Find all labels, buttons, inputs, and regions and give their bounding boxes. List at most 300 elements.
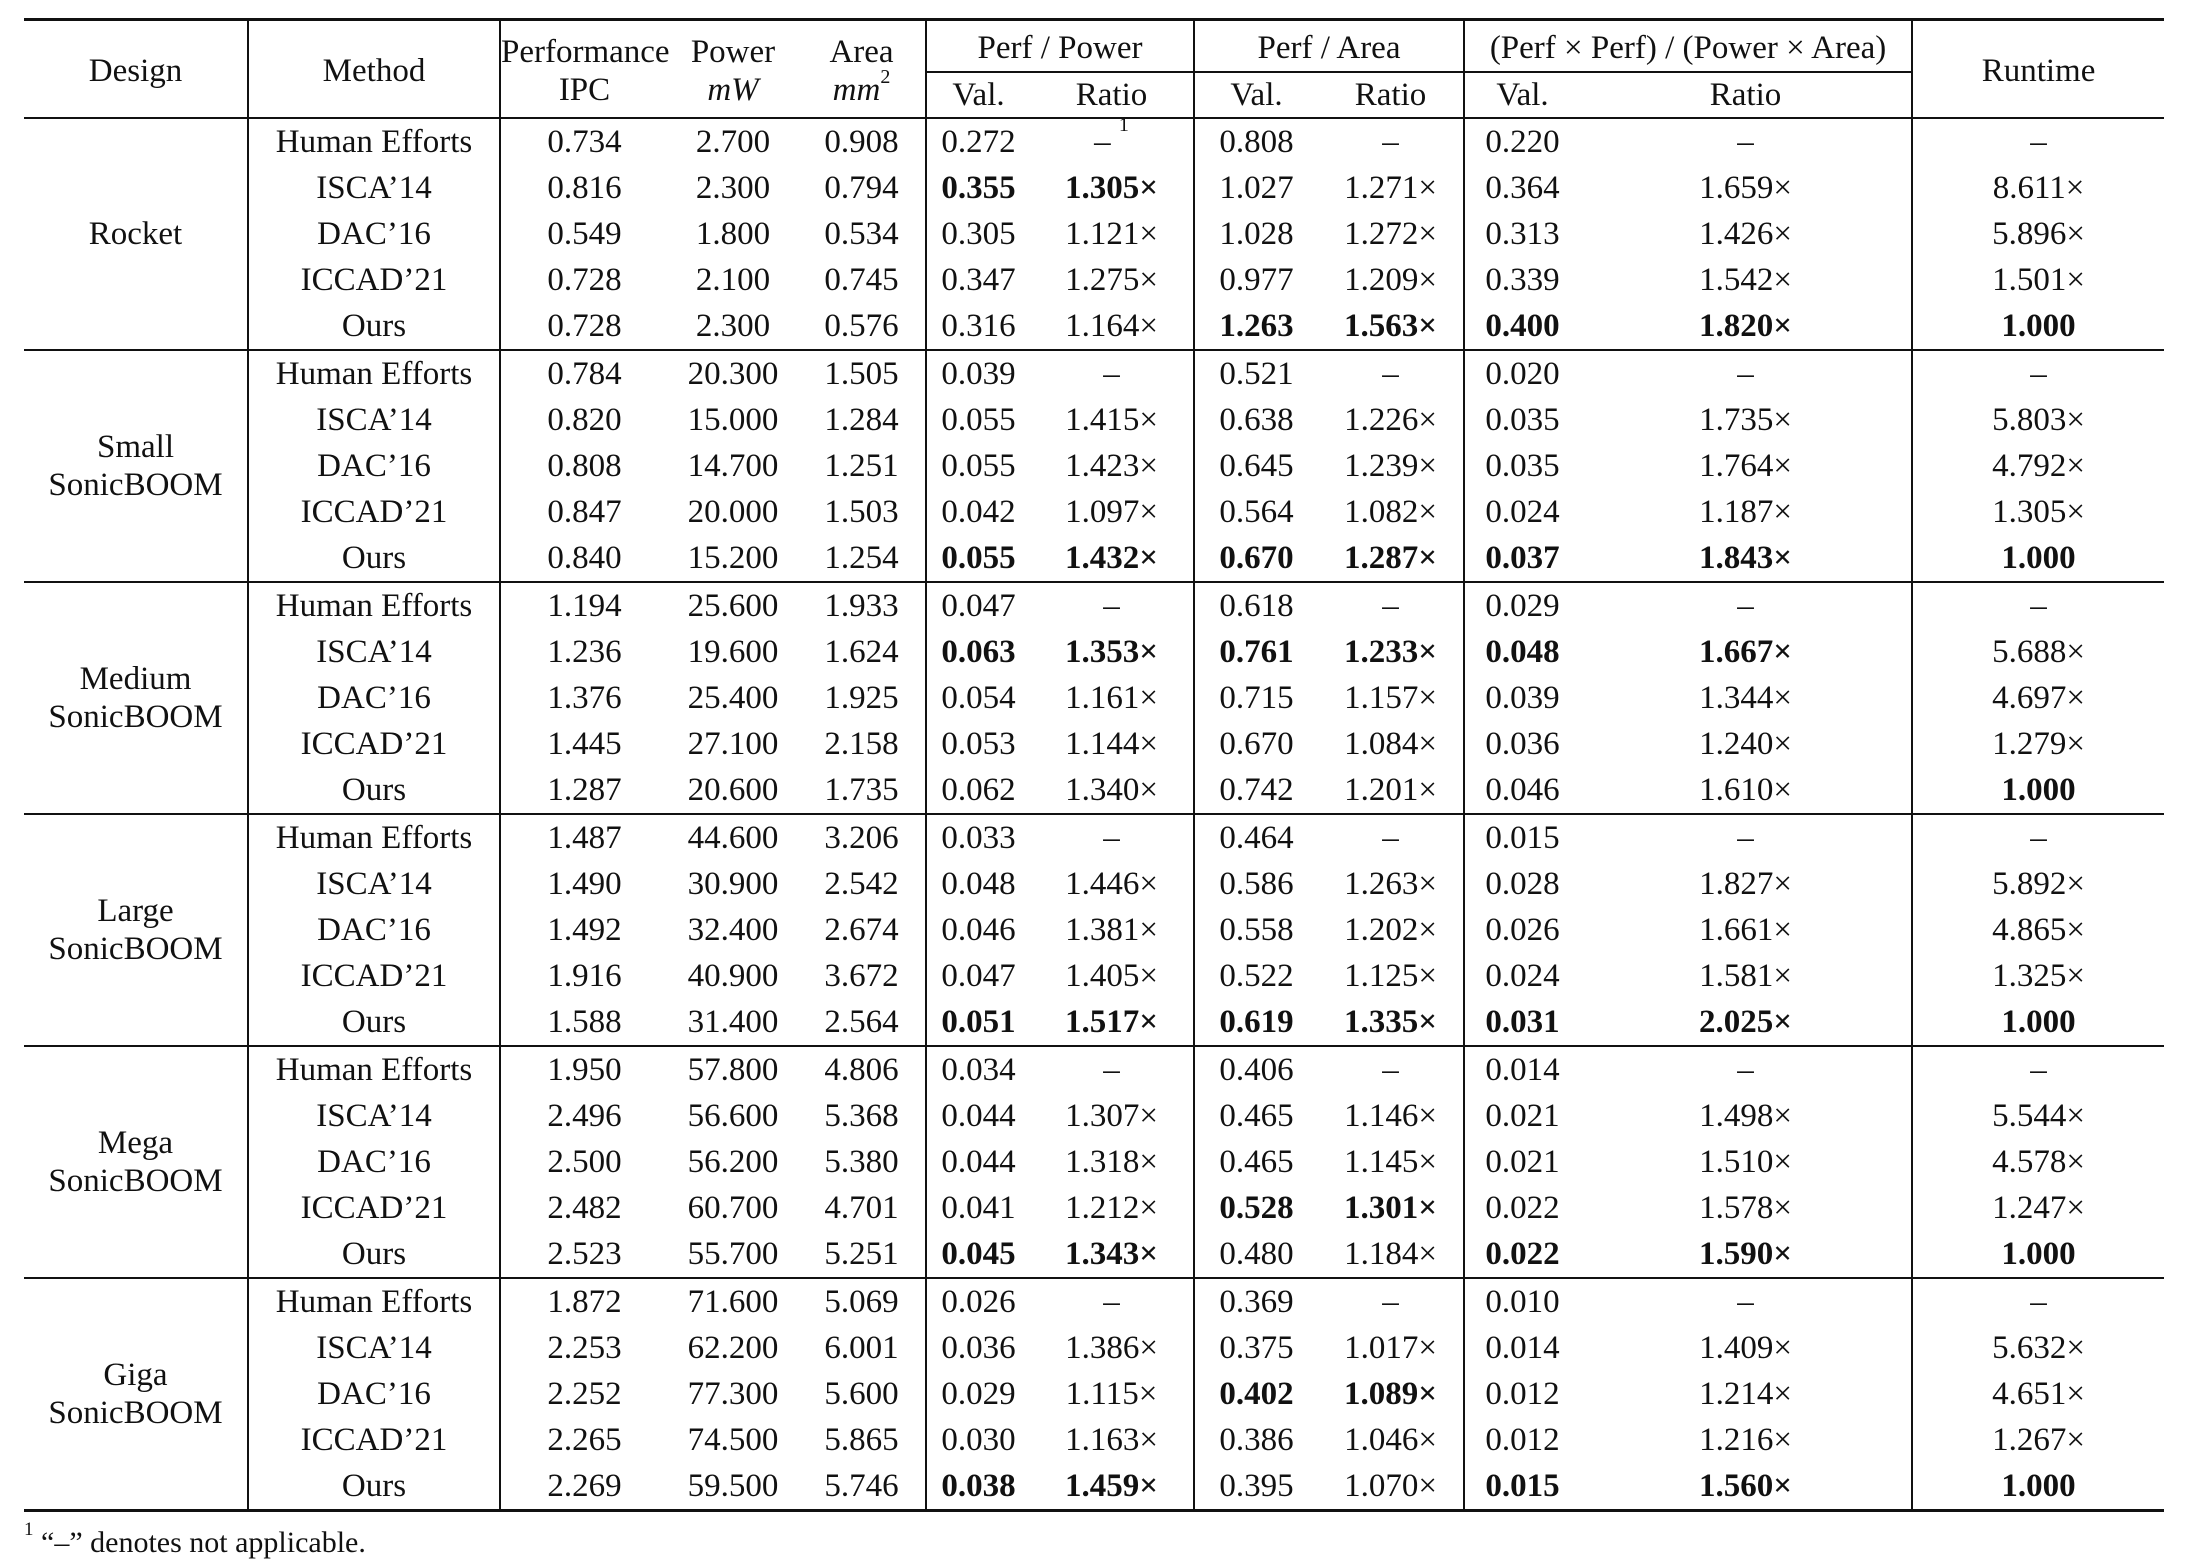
header-area: [798, 20, 926, 119]
perf-area-val-cell: [1194, 1185, 1318, 1231]
perf-area-val-cell: [1194, 1139, 1318, 1185]
ppa-val-cell-value: 0.024: [1485, 494, 1560, 530]
perf-area-val-cell-value: 0.619: [1219, 1004, 1294, 1040]
perf-area-val-cell-value: 0.761: [1219, 634, 1294, 670]
perf-area-ratio-cell-value: 1.157×: [1344, 680, 1437, 716]
ppa-val-cell-value: 0.339: [1485, 262, 1560, 298]
method-cell-value: ICCAD’21: [300, 1422, 448, 1458]
table-header: [24, 20, 2164, 119]
area-cell-value: 5.865: [824, 1422, 899, 1458]
ipc-cell: [500, 1417, 668, 1463]
power-cell: [668, 350, 798, 397]
perf-power-ratio-cell-value: 1.343×: [1064, 1236, 1159, 1272]
method-cell-value: Ours: [341, 1236, 407, 1272]
header-runtime: Runtime: [1981, 53, 2096, 89]
ppa-val-cell: [1464, 397, 1580, 443]
area-cell: [798, 303, 926, 350]
ppa-ratio-cell: [1580, 1046, 1912, 1093]
ppa-ratio-cell-value: –: [1737, 356, 1754, 392]
perf-area-ratio-cell-value: 1.209×: [1344, 262, 1437, 298]
table-row: [24, 814, 2164, 861]
power-cell: [668, 1325, 798, 1371]
runtime-cell-value: –: [2030, 124, 2047, 160]
method-cell-value: ICCAD’21: [300, 494, 448, 530]
perf-power-ratio-cell-value: 1.381×: [1065, 912, 1158, 948]
perf-power-val-cell: [926, 257, 1030, 303]
runtime-cell-value: 8.611×: [1992, 170, 2085, 206]
perf-power-val-cell: [926, 1093, 1030, 1139]
power-cell-value: 60.700: [687, 1190, 779, 1226]
ppa-ratio-cell: [1580, 397, 1912, 443]
header-design: Design: [24, 20, 248, 119]
method-cell: [248, 1371, 500, 1417]
perf-power-val-cell-value: 0.046: [941, 912, 1016, 948]
perf-area-ratio-cell: [1318, 165, 1464, 211]
power-cell-value: 1.800: [695, 216, 771, 252]
ipc-cell: [500, 350, 668, 397]
perf-area-ratio-cell: [1318, 953, 1464, 999]
area-cell-value: 2.564: [824, 1004, 899, 1040]
method-cell-value: Ours: [341, 1468, 407, 1504]
perf-area-ratio-cell: [1318, 861, 1464, 907]
power-cell-value: 2.300: [695, 308, 771, 344]
perf-power-ratio-cell-value: –: [1103, 1052, 1120, 1088]
perf-area-ratio-cell-value: –: [1382, 124, 1399, 160]
area-cell-value: 0.576: [824, 308, 899, 344]
perf-power-val-cell: [926, 1139, 1030, 1185]
perf-area-val-cell: [1194, 397, 1318, 443]
perf-power-val-cell: [926, 1046, 1030, 1093]
power-cell-value: 2.700: [695, 124, 771, 160]
ppa-val-cell-value: 0.014: [1485, 1052, 1560, 1088]
header-performance-line2: IPC: [558, 72, 611, 108]
perf-power-val-cell-value: 0.355: [941, 170, 1016, 206]
ipc-cell-value: 2.253: [547, 1330, 622, 1366]
header-performance-line1: Performance: [501, 34, 670, 70]
runtime-cell-value: 4.865×: [1992, 912, 2085, 948]
ppa-ratio-cell-value: –: [1737, 1052, 1754, 1088]
perf-power-val-cell-value: 0.054: [941, 680, 1016, 716]
perf-area-ratio-cell-value: 1.046×: [1344, 1422, 1437, 1458]
ipc-cell-value: 2.523: [547, 1236, 622, 1272]
runtime-cell-value: 1.501×: [1992, 262, 2085, 298]
method-cell: [248, 861, 500, 907]
runtime-cell: [1912, 721, 2164, 767]
perf-power-ratio-cell: [1030, 489, 1194, 535]
method-cell: [248, 211, 500, 257]
ipc-cell-value: 2.269: [547, 1468, 622, 1504]
perf-area-val-cell: [1194, 953, 1318, 999]
perf-power-ratio-cell: [1030, 1371, 1194, 1417]
area-cell-value: 1.735: [824, 772, 899, 808]
table-row: [24, 303, 2164, 350]
perf-power-ratio-cell: [1030, 767, 1194, 814]
perf-power-val-cell-value: 0.026: [941, 1284, 1016, 1320]
ipc-cell-value: 2.500: [547, 1144, 622, 1180]
ppa-val-cell-value: 0.022: [1485, 1236, 1560, 1272]
area-cell-value: 1.284: [824, 402, 899, 438]
method-cell: [248, 1417, 500, 1463]
perf-power-ratio-cell-value: 1.318×: [1065, 1144, 1158, 1180]
power-cell-value: 71.600: [687, 1284, 779, 1320]
design-name-line: SonicBOOM: [48, 699, 223, 735]
runtime-cell-value: 5.896×: [1992, 216, 2085, 252]
ipc-cell-value: 0.820: [547, 402, 622, 438]
runtime-cell: [1912, 118, 2164, 165]
runtime-cell: [1912, 953, 2164, 999]
area-cell-value: 4.701: [824, 1190, 899, 1226]
method-cell-value: ISCA’14: [316, 1330, 432, 1366]
perf-area-ratio-cell-value: 1.233×: [1343, 634, 1438, 670]
area-cell: [798, 489, 926, 535]
perf-power-ratio-cell: [1030, 114, 1194, 165]
design-name-line: Mega: [97, 1125, 174, 1161]
runtime-cell-value: 5.632×: [1992, 1330, 2085, 1366]
perf-power-ratio-cell-value: 1.163×: [1065, 1422, 1158, 1458]
ppa-val-cell: [1464, 257, 1580, 303]
perf-area-ratio-cell-value: 1.301×: [1343, 1190, 1438, 1226]
ppa-val-cell-value: 0.021: [1485, 1144, 1560, 1180]
perf-power-ratio-cell: [1030, 535, 1194, 582]
method-cell: [248, 257, 500, 303]
perf-power-ratio-cell: [1030, 303, 1194, 350]
ppa-ratio-cell-value: –: [1737, 124, 1754, 160]
perf-power-ratio-cell: [1030, 257, 1194, 303]
perf-power-ratio-cell-value: 1.517×: [1064, 1004, 1159, 1040]
perf-area-val-cell-value: 0.480: [1219, 1236, 1294, 1272]
perf-power-val-cell: [926, 1371, 1030, 1417]
ipc-cell: [500, 1231, 668, 1278]
power-cell-value: 40.900: [687, 958, 779, 994]
runtime-cell: [1912, 861, 2164, 907]
area-cell: [798, 165, 926, 211]
table-row: [24, 629, 2164, 675]
perf-power-ratio-cell: [1030, 1278, 1194, 1325]
ppa-ratio-cell-value: 1.764×: [1699, 448, 1792, 484]
ppa-ratio-cell: [1580, 582, 1912, 629]
perf-area-val-cell-value: 0.638: [1219, 402, 1294, 438]
perf-area-val-cell: [1194, 1325, 1318, 1371]
ipc-cell: [500, 211, 668, 257]
runtime-cell-value: 1.000: [2001, 1468, 2076, 1504]
ppa-ratio-cell: [1580, 350, 1912, 397]
perf-power-ratio-cell: [1030, 814, 1194, 861]
table-row: [24, 1278, 2164, 1325]
method-cell: [248, 907, 500, 953]
runtime-cell: [1912, 1325, 2164, 1371]
perf-area-val-cell-value: 0.386: [1219, 1422, 1294, 1458]
ppa-val-cell: [1464, 303, 1580, 350]
power-cell: [668, 1463, 798, 1511]
perf-power-val-cell-value: 0.029: [941, 1376, 1016, 1412]
ipc-cell: [500, 767, 668, 814]
runtime-cell-value: 1.325×: [1992, 958, 2085, 994]
design-cell: [24, 1046, 248, 1278]
method-cell: [248, 397, 500, 443]
perf-area-val-cell: [1194, 165, 1318, 211]
ipc-cell-value: 1.194: [547, 588, 622, 624]
ipc-cell-value: 1.287: [547, 772, 622, 808]
power-cell: [668, 489, 798, 535]
ppa-ratio-cell: [1580, 535, 1912, 582]
power-cell: [668, 165, 798, 211]
perf-area-val-cell: [1194, 999, 1318, 1046]
area-cell: [798, 397, 926, 443]
table-row: [24, 582, 2164, 629]
table-row: [24, 165, 2164, 211]
ipc-cell-value: 1.236: [547, 634, 622, 670]
ipc-cell: [500, 1325, 668, 1371]
ppa-ratio-cell: [1580, 1371, 1912, 1417]
perf-power-val-cell-value: 0.030: [941, 1422, 1016, 1458]
method-cell: [248, 165, 500, 211]
runtime-cell: [1912, 1231, 2164, 1278]
ipc-cell: [500, 1046, 668, 1093]
ppa-val-cell-value: 0.014: [1485, 1330, 1560, 1366]
power-cell: [668, 1371, 798, 1417]
power-cell: [668, 443, 798, 489]
perf-area-val-cell-value: 1.028: [1219, 216, 1294, 252]
ppa-val-cell-value: 0.026: [1485, 912, 1560, 948]
area-cell-value: 5.069: [824, 1284, 899, 1320]
area-cell-value: 1.503: [824, 494, 899, 530]
runtime-cell: [1912, 1046, 2164, 1093]
runtime-cell: [1912, 999, 2164, 1046]
runtime-cell-value: 1.279×: [1992, 726, 2085, 762]
ipc-cell: [500, 165, 668, 211]
design-name-line: SonicBOOM: [48, 931, 223, 967]
perf-power-ratio-cell: [1030, 953, 1194, 999]
ppa-ratio-cell: [1580, 118, 1912, 165]
ipc-cell: [500, 489, 668, 535]
method-cell: [248, 1278, 500, 1325]
power-cell-value: 74.500: [687, 1422, 779, 1458]
method-cell-value: ICCAD’21: [300, 1190, 448, 1226]
perf-area-ratio-cell: [1318, 1463, 1464, 1511]
perf-power-val-cell-value: 0.347: [941, 262, 1016, 298]
ppa-ratio-cell-value: –: [1737, 1284, 1754, 1320]
ipc-cell-value: 1.492: [547, 912, 622, 948]
power-cell: [668, 721, 798, 767]
ppa-val-cell: [1464, 953, 1580, 999]
method-cell-value: ISCA’14: [316, 170, 432, 206]
runtime-cell-value: 4.578×: [1992, 1144, 2085, 1180]
perf-power-val-cell-value: 0.034: [941, 1052, 1016, 1088]
design-name-line: Large: [97, 893, 174, 929]
ipc-cell-value: 0.549: [547, 216, 622, 252]
perf-area-ratio-cell: [1318, 675, 1464, 721]
ipc-cell-value: 0.840: [547, 540, 622, 576]
ppa-ratio-cell: [1580, 1231, 1912, 1278]
perf-area-val-cell-value: 0.670: [1219, 540, 1294, 576]
ipc-cell: [500, 953, 668, 999]
perf-area-ratio-cell-value: 1.287×: [1343, 540, 1438, 576]
area-cell: [798, 1371, 926, 1417]
perf-area-ratio-cell-value: 1.272×: [1344, 216, 1437, 252]
ppa-ratio-cell: [1580, 1278, 1912, 1325]
ppa-val-cell-value: 0.035: [1485, 402, 1560, 438]
area-cell: [798, 629, 926, 675]
perf-power-ratio-cell: [1030, 165, 1194, 211]
runtime-cell: [1912, 303, 2164, 350]
perf-power-ratio-cell-value: 1.459×: [1064, 1468, 1159, 1504]
power-cell-value: 2.100: [695, 262, 771, 298]
perf-area-ratio-cell: [1318, 629, 1464, 675]
ppa-ratio-cell-value: 1.187×: [1699, 494, 1792, 530]
ppa-ratio-cell-value: 2.025×: [1698, 1004, 1793, 1040]
perf-power-val-cell-value: 0.063: [941, 634, 1016, 670]
method-cell-value: DAC’16: [317, 1144, 431, 1180]
runtime-cell-value: 5.803×: [1992, 402, 2085, 438]
area-cell-value: 1.933: [824, 588, 899, 624]
ipc-cell-value: 2.496: [547, 1098, 622, 1134]
perf-power-val-cell-value: 0.272: [941, 124, 1016, 160]
perf-area-ratio-cell: [1318, 350, 1464, 397]
ppa-val-cell: [1464, 1185, 1580, 1231]
results-table-container: [24, 18, 2164, 1512]
method-cell-value: Ours: [341, 308, 407, 344]
runtime-cell-value: 1.247×: [1992, 1190, 2085, 1226]
design-cell: [24, 582, 248, 814]
runtime-cell: [1912, 582, 2164, 629]
ipc-cell: [500, 721, 668, 767]
method-cell-value: ICCAD’21: [300, 726, 448, 762]
ppa-ratio-cell: [1580, 211, 1912, 257]
area-cell: [798, 1278, 926, 1325]
table-row: [24, 443, 2164, 489]
ppa-ratio-cell-value: –: [1737, 820, 1754, 856]
table-row: [24, 489, 2164, 535]
ppa-val-cell-value: 0.048: [1485, 634, 1560, 670]
perf-area-ratio-cell-value: 1.226×: [1344, 402, 1437, 438]
method-cell: [248, 535, 500, 582]
perf-power-val-cell: [926, 767, 1030, 814]
perf-power-ratio-cell: [1030, 1231, 1194, 1278]
perf-power-ratio-cell-value: 1.386×: [1065, 1330, 1158, 1366]
ppa-val-cell: [1464, 814, 1580, 861]
perf-area-val-cell: [1194, 118, 1318, 165]
area-cell: [798, 814, 926, 861]
ppa-val-cell: [1464, 165, 1580, 211]
ppa-val-cell: [1464, 443, 1580, 489]
area-cell: [798, 257, 926, 303]
area-cell-value: 0.745: [824, 262, 899, 298]
method-cell: [248, 675, 500, 721]
design-cell: [24, 814, 248, 1046]
perf-area-val-cell-value: 0.558: [1219, 912, 1294, 948]
ppa-ratio-cell: [1580, 165, 1912, 211]
perf-area-ratio-cell-value: –: [1382, 820, 1399, 856]
perf-area-val-cell: [1194, 257, 1318, 303]
power-cell: [668, 582, 798, 629]
perf-area-val-cell-value: 1.263: [1219, 308, 1294, 344]
perf-power-val-cell: [926, 1185, 1030, 1231]
perf-power-ratio-cell: [1030, 350, 1194, 397]
area-cell: [798, 1139, 926, 1185]
ppa-ratio-cell-value: 1.590×: [1698, 1236, 1793, 1272]
perf-area-val-cell: [1194, 1463, 1318, 1511]
ipc-cell-value: 1.916: [547, 958, 622, 994]
perf-area-val-cell-value: 0.742: [1219, 772, 1294, 808]
perf-power-ratio-cell-value: –: [1103, 820, 1120, 856]
perf-area-ratio-cell: [1318, 303, 1464, 350]
ipc-cell-value: 0.728: [547, 308, 622, 344]
power-cell-value: 25.400: [687, 680, 779, 716]
design-name-line: Small: [96, 429, 174, 465]
ppa-ratio-cell: [1580, 675, 1912, 721]
method-cell-value: ISCA’14: [316, 402, 432, 438]
perf-area-ratio-cell-value: –: [1382, 1284, 1399, 1320]
area-cell: [798, 861, 926, 907]
ppa-val-cell-value: 0.036: [1485, 726, 1560, 762]
perf-power-val-cell: [926, 1417, 1030, 1463]
perf-power-val-cell-value: 0.047: [941, 588, 1016, 624]
perf-power-val-cell-value: 0.305: [941, 216, 1016, 252]
ppa-val-cell: [1464, 1417, 1580, 1463]
perf-power-ratio-cell: [1030, 1463, 1194, 1511]
runtime-cell-value: 1.000: [2001, 308, 2076, 344]
perf-area-ratio-cell: [1318, 767, 1464, 814]
perf-area-val-cell-value: 0.808: [1219, 124, 1294, 160]
perf-area-ratio-cell: [1318, 1231, 1464, 1278]
area-cell-value: 6.001: [824, 1330, 899, 1366]
perf-area-val-cell-value: 0.528: [1219, 1190, 1294, 1226]
ppa-val-cell: [1464, 1046, 1580, 1093]
perf-area-val-cell: [1194, 489, 1318, 535]
ppa-ratio-cell-value: 1.510×: [1699, 1144, 1792, 1180]
method-cell-value: DAC’16: [317, 680, 431, 716]
ipc-cell-value: 0.808: [547, 448, 622, 484]
ipc-cell-value: 1.872: [547, 1284, 622, 1320]
power-cell: [668, 535, 798, 582]
perf-area-ratio-cell-value: 1.202×: [1344, 912, 1437, 948]
table-row: [24, 675, 2164, 721]
perf-area-ratio-cell: [1318, 535, 1464, 582]
ipc-cell-value: 2.482: [547, 1190, 622, 1226]
perf-area-val-cell: [1194, 1278, 1318, 1325]
perf-area-ratio-cell-value: 1.017×: [1344, 1330, 1437, 1366]
perf-area-val-cell: [1194, 582, 1318, 629]
ppa-ratio-cell-value: 1.216×: [1699, 1422, 1792, 1458]
ppa-ratio-cell: [1580, 257, 1912, 303]
perf-area-ratio-cell: [1318, 211, 1464, 257]
ipc-cell: [500, 303, 668, 350]
power-cell: [668, 257, 798, 303]
perf-area-val-cell-value: 0.402: [1219, 1376, 1294, 1412]
perf-power-val-cell-value: 0.055: [941, 448, 1016, 484]
area-cell: [798, 1185, 926, 1231]
table-row: [24, 1139, 2164, 1185]
runtime-cell: [1912, 211, 2164, 257]
table-row: [24, 1046, 2164, 1093]
perf-area-val-cell: [1194, 350, 1318, 397]
perf-area-ratio-cell-value: 1.271×: [1344, 170, 1437, 206]
table-row: [24, 1463, 2164, 1511]
area-cell: [798, 1231, 926, 1278]
perf-area-ratio-cell-value: 1.239×: [1344, 448, 1437, 484]
perf-power-val-cell-value: 0.042: [941, 494, 1016, 530]
ipc-cell-value: 0.847: [547, 494, 622, 530]
method-cell: [248, 489, 500, 535]
perf-area-ratio-cell-value: 1.084×: [1344, 726, 1437, 762]
perf-power-ratio-cell-value: –: [1094, 124, 1111, 160]
power-cell: [668, 1093, 798, 1139]
ppa-val-cell-value: 0.313: [1485, 216, 1560, 252]
perf-power-ratio-cell: [1030, 1325, 1194, 1371]
ipc-cell: [500, 1278, 668, 1325]
perf-power-ratio-cell-value: 1.432×: [1064, 540, 1159, 576]
perf-power-ratio-cell-value: 1.144×: [1065, 726, 1158, 762]
